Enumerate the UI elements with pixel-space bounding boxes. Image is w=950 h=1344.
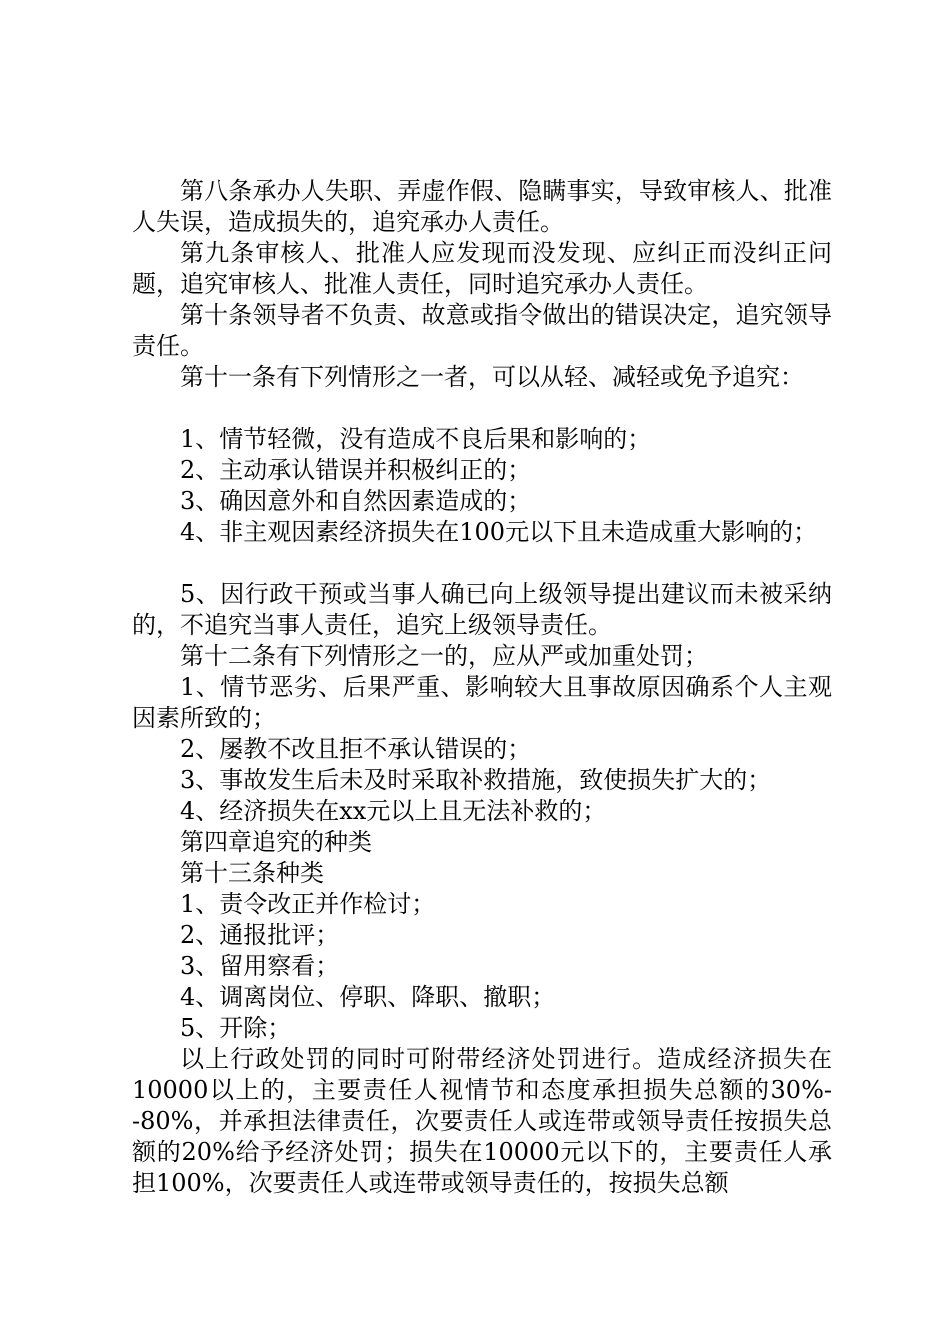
list-item: 1、情节恶劣、后果严重、影响较大且事故原因确系个人主观因素所致的； — [132, 673, 832, 732]
list-item: 5、因行政干预或当事人确已向上级领导提出建议而未被采纳的，不追究当事人责任，追究上级领导责任。 — [132, 580, 832, 639]
penalty-paragraph: 以上行政处罚的同时可附带经济处罚进行。造成经济损失在10000以上的，主要责任人视情节和态度承担损失总额的30%--80%，并承担法律责任，次要责任人或连带或领导责任按损失总额的20%给予经济处罚；损失在10000元以下的，主要责任人承担100%，次要责任人或连带或领导责任的，按损失总额 — [132, 1045, 832, 1197]
spacer — [132, 393, 832, 424]
article-9: 第九条审核人、批准人应发现而没发现、应纠正而没纠正问题，追究审核人、批准人责任，同时追究承办人责任。 — [132, 239, 832, 298]
article-8: 第八条承办人失职、弄虚作假、隐瞒事实，导致审核人、批准人失误，造成损失的，追究承办人责任。 — [132, 177, 832, 236]
chapter-heading: 第四章追究的种类 — [180, 828, 372, 856]
list-item: 3、事故发生后未及时采取补救措施，致使损失扩大的； — [180, 766, 772, 794]
article-10: 第十条领导者不负责、故意或指令做出的错误决定，追究领导责任。 — [132, 301, 832, 360]
article-12: 第十二条有下列情形之一的，应从严或加重处罚； — [180, 642, 708, 670]
article-11: 第十一条有下列情形之一者，可以从轻、减轻或免予追究： — [180, 363, 804, 391]
article-13: 第十三条种类 — [180, 859, 324, 887]
list-item: 2、主动承认错误并积极纠正的； — [180, 456, 532, 484]
list-item: 3、确因意外和自然因素造成的； — [180, 487, 532, 515]
list-item: 4、非主观因素经济损失在100元以下且未造成重大影响的； — [180, 518, 818, 546]
list-item: 5、开除； — [180, 1014, 292, 1042]
list-item: 4、调离岗位、停职、降职、撤职； — [180, 983, 556, 1011]
list-item: 1、情节轻微，没有造成不良后果和影响的； — [180, 425, 652, 453]
list-item: 2、通报批评； — [180, 921, 340, 949]
list-item: 3、留用察看； — [180, 952, 340, 980]
list-item: 1、责令改正并作检讨； — [180, 890, 436, 918]
list-item: 4、经济损失在xx元以上且无法补救的； — [180, 797, 607, 825]
spacer — [132, 548, 832, 579]
document-page — [132, 176, 832, 1199]
list-item: 2、屡教不改且拒不承认错误的； — [180, 735, 532, 763]
